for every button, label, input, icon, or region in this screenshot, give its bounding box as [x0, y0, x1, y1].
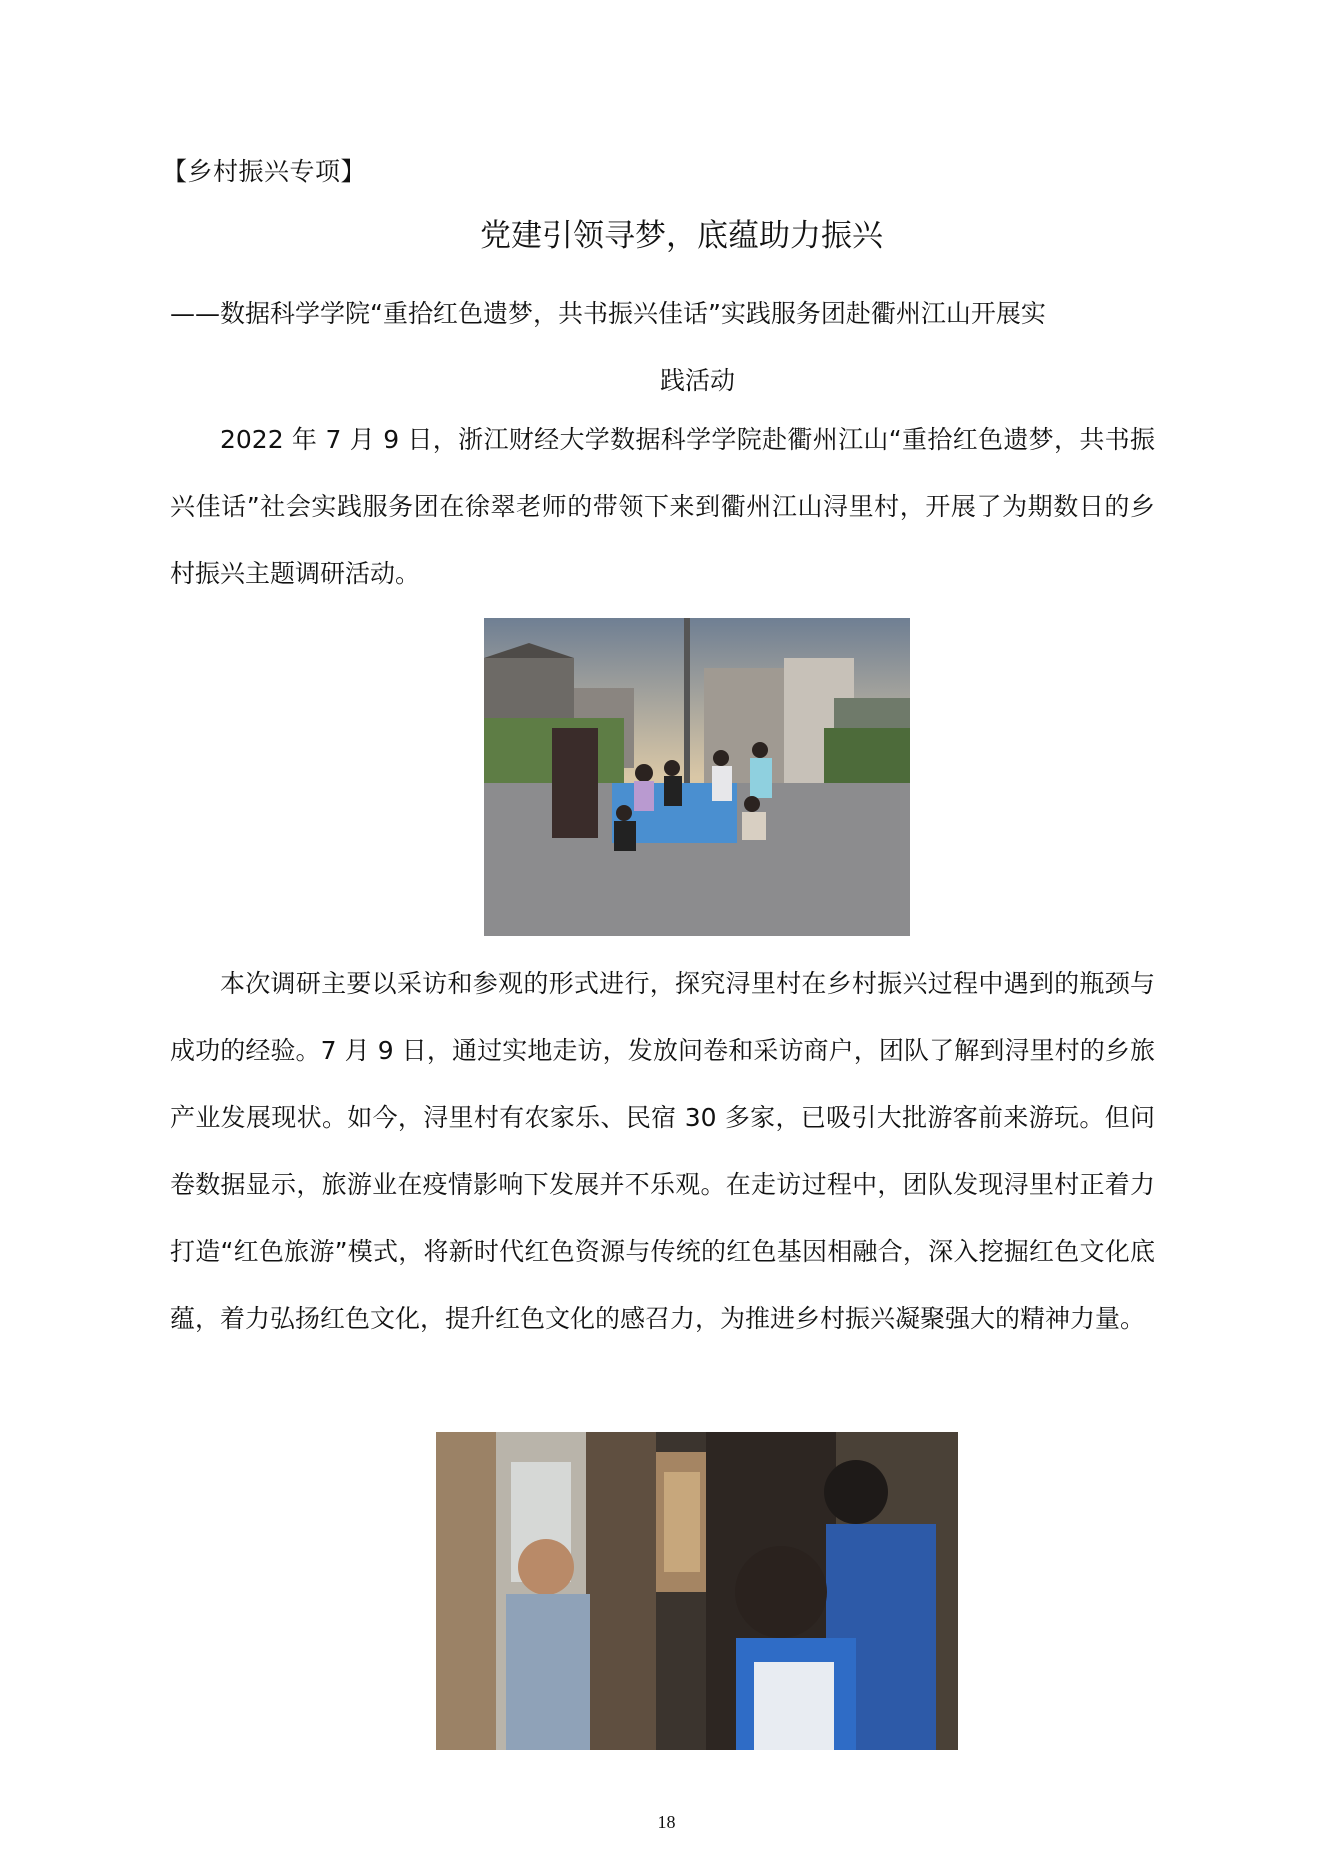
subtitle-line-2: 践活动	[659, 366, 735, 395]
section-tag: 【乡村振兴专项】	[162, 157, 367, 186]
page-number: 18	[657, 1812, 676, 1832]
paragraph-2: 本次调研主要以采访和参观的形式进行，探究浔里村在乡村振兴过程中遇到的瓶颈与成功的经验。7 月 9 日，通过实地走访，发放问卷和采访商户，团队了解到浔里村的乡旅产业发展现状。如今，浔里村有农家乐、民宿 30 多家，已吸引大批游客前来游玩。但问卷数据显示，旅游业在疫情影响下发展并不乐观。在走访过程中，团队发现浔里村正着力打造“红色旅游”模式，将新时代红色资源与传统的红色基因相融合，深入挖掘红色文化底蕴，着力弘扬红色文化，提升红色文化的感召力，为推进乡村振兴凝聚强大的精神力量。	[170, 969, 1155, 1333]
article-title: 党建引领寻梦，底蕴助力振兴	[480, 218, 883, 254]
subtitle-line-1: ——数据科学学院“重拾红色遗梦，共书振兴佳话”实践服务团赴衢州江山开展实	[170, 299, 1046, 328]
interview-photo	[436, 1432, 958, 1750]
group-photo	[484, 618, 910, 936]
paragraph-1: 2022 年 7 月 9 日，浙江财经大学数据科学学院赴衢州江山“重拾红色遗梦，共书振兴佳话”社会实践服务团在徐翠老师的带领下来到衢州江山浔里村，开展了为期数日的乡村振兴主题调研活动。	[170, 425, 1155, 588]
article-subtitle	[170, 280, 1155, 414]
